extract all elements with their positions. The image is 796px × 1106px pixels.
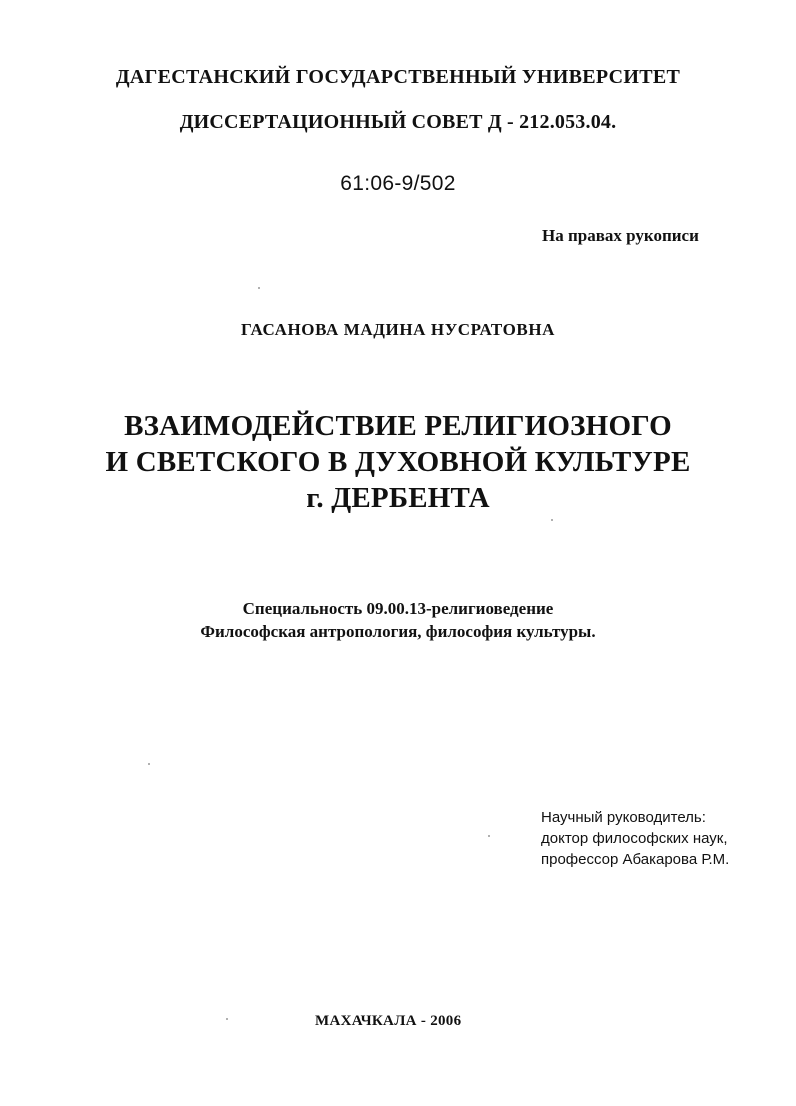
title-line-1: ВЗАИМОДЕЙСТВИЕ РЕЛИГИОЗНОГО [124,410,672,442]
supervisor-degree: доктор философских наук, [541,830,728,847]
scan-speck [258,287,260,289]
specialty-field-line: Философская антропология, философия культуры. [200,622,596,641]
dissertation-title [0,408,796,516]
dissertation-council: ДИССЕРТАЦИОННЫЙ СОВЕТ Д - 212.053.04. [179,111,617,133]
scan-speck [226,1018,228,1020]
scientific-supervisor-block [541,807,729,870]
specialty-code-line: Специальность 09.00.13-религиоведение [242,599,554,618]
university-name: ДАГЕСТАНСКИЙ ГОСУДАРСТВЕННЫЙ УНИВЕРСИТЕТ [115,66,681,88]
city-and-year: МАХАЧКАЛА - 2006 [315,1013,462,1029]
manuscript-rights-note: На правах рукописи [542,226,699,245]
scan-speck [488,835,490,837]
catalog-number: 61:06-9/502 [340,172,456,195]
scan-speck [551,519,553,521]
specialty-block [0,597,796,643]
author-name: ГАСАНОВА МАДИНА НУСРАТОВНА [240,320,556,339]
supervisor-heading: Научный руководитель: [541,809,706,826]
supervisor-name: профессор Абакарова Р.М. [541,851,730,868]
title-line-2: И СВЕТСКОГО В ДУХОВНОЙ КУЛЬТУРЕ [105,446,691,478]
scan-speck [148,763,150,765]
title-line-3: г. ДЕРБЕНТА [306,482,490,514]
